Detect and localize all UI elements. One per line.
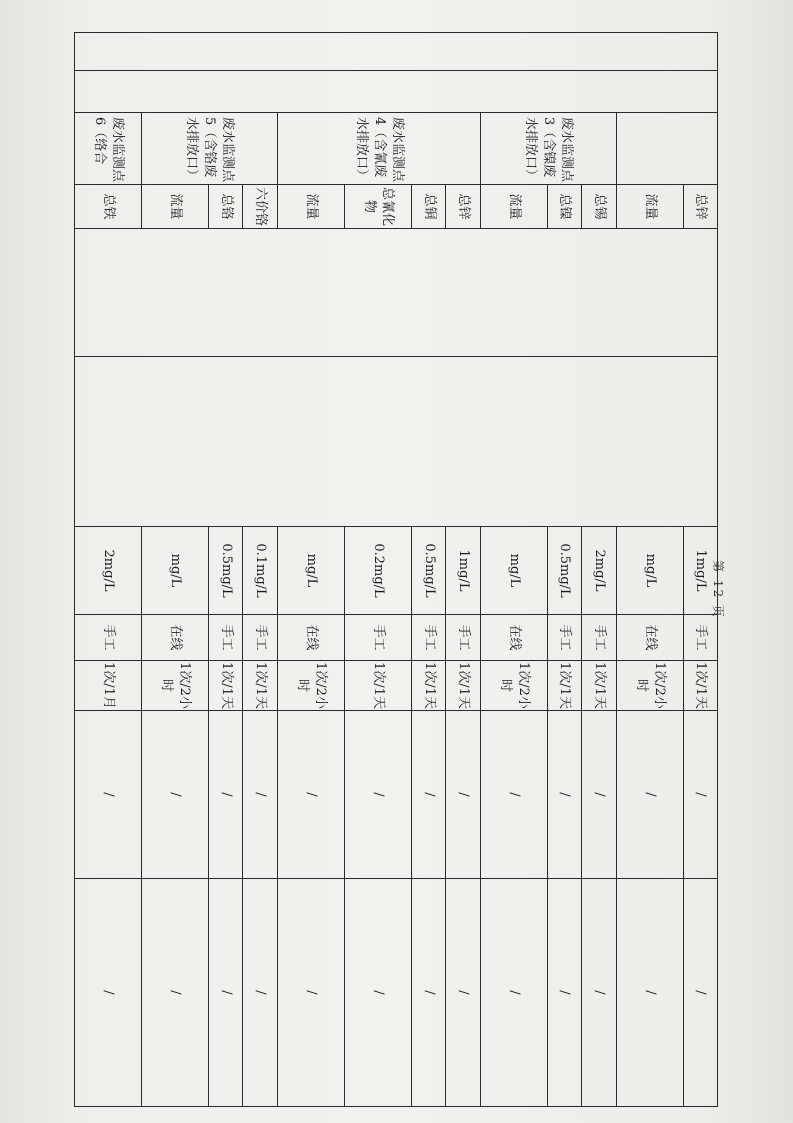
method-ref-cell: /: [243, 711, 277, 879]
frequency-cell: 1次/1天: [344, 661, 411, 711]
pollutant-cell: 总铁: [75, 185, 142, 229]
pollutant-cell: 流量: [142, 185, 209, 229]
page-number: 第 12 页: [711, 560, 725, 619]
method-ref-cell: /: [277, 711, 344, 879]
remark-cell: /: [480, 879, 547, 1107]
table-row: [344, 33, 411, 1107]
pollutant-cell: 总锡: [582, 185, 616, 229]
pollutant-cell: 总氰化物: [344, 185, 411, 229]
limit-cell: 1mg/L: [446, 527, 480, 615]
method-ref-cell: /: [209, 711, 243, 879]
pollutant-cell: 总锌: [683, 185, 717, 229]
monitoring-point-cell: 废水监测点6（络合: [75, 113, 142, 185]
remark-cell: /: [616, 879, 683, 1107]
monitoring-table-rotated: [74, 32, 718, 1106]
monitoring-point-cell: [616, 113, 717, 185]
method-cell: 在线: [142, 615, 209, 661]
method-cell: 手工: [411, 615, 445, 661]
method-ref-cell: /: [616, 711, 683, 879]
remark-cell: /: [683, 879, 717, 1107]
method-ref-cell: /: [683, 711, 717, 879]
method-ref-cell: /: [142, 711, 209, 879]
table-row: [547, 33, 581, 1107]
method-ref-cell: /: [547, 711, 581, 879]
remark-cell: /: [75, 879, 142, 1107]
limit-cell: 0.2mg/L: [344, 527, 411, 615]
limit-cell: 2mg/L: [582, 527, 616, 615]
frequency-cell: 1次/2小时: [616, 661, 683, 711]
table-row: [209, 33, 243, 1107]
table-row: [616, 33, 683, 1107]
monitoring-table: [74, 32, 718, 1107]
limit-cell: mg/L: [616, 527, 683, 615]
outer-col-a: [75, 33, 718, 71]
remark-cell: /: [446, 879, 480, 1107]
method-cell: 手工: [547, 615, 581, 661]
table-row: [411, 33, 445, 1107]
frequency-cell: 1次/1天: [547, 661, 581, 711]
table-row: [142, 33, 209, 1107]
remark-cell: /: [411, 879, 445, 1107]
pollutant-cell: 流量: [480, 185, 547, 229]
frequency-cell: 1次/1天: [411, 661, 445, 711]
limit-cell: 0.5mg/L: [411, 527, 445, 615]
method-ref-cell: /: [582, 711, 616, 879]
frequency-cell: 1次/2小时: [480, 661, 547, 711]
method-cell: 手工: [582, 615, 616, 661]
pollutant-cell: 总镍: [547, 185, 581, 229]
frequency-cell: 1次/1天: [243, 661, 277, 711]
method-cell: 手工: [243, 615, 277, 661]
frequency-cell: 1次/1天: [446, 661, 480, 711]
monitoring-point-cell: 废水监测点4（含氰废水排放口）: [277, 113, 480, 185]
method-cell: 手工: [446, 615, 480, 661]
limit-cell: mg/L: [480, 527, 547, 615]
frequency-cell: 1次/1天: [582, 661, 616, 711]
pollutant-cell: 总铬: [209, 185, 243, 229]
frequency-cell: 1次/1天: [209, 661, 243, 711]
table-row: [582, 33, 616, 1107]
frequency-cell: 1次/2小时: [142, 661, 209, 711]
monitoring-point-cell: 废水监测点3（含镍废水排放口）: [480, 113, 616, 185]
method-ref-cell: /: [344, 711, 411, 879]
table-row: [75, 33, 142, 1107]
limit-cell: 0.5mg/L: [547, 527, 581, 615]
remark-cell: /: [277, 879, 344, 1107]
remark-cell: /: [209, 879, 243, 1107]
remark-cell: /: [142, 879, 209, 1107]
limit-cell: mg/L: [142, 527, 209, 615]
method-cell: 手工: [75, 615, 142, 661]
remark-cell: /: [243, 879, 277, 1107]
table-row: [480, 33, 547, 1107]
method-cell: 手工: [683, 615, 717, 661]
pollutant-cell: 总铜: [411, 185, 445, 229]
table-row: [277, 33, 344, 1107]
limit-cell: mg/L: [277, 527, 344, 615]
limit-cell: 0.5mg/L: [209, 527, 243, 615]
remark-cell: /: [547, 879, 581, 1107]
pollutant-cell: 流量: [616, 185, 683, 229]
blank-col-a: [75, 229, 718, 357]
remark-cell: /: [582, 879, 616, 1107]
method-cell: 手工: [209, 615, 243, 661]
frequency-cell: 1次/2小时: [277, 661, 344, 711]
remark-cell: /: [344, 879, 411, 1107]
method-cell: 在线: [480, 615, 547, 661]
table-body: [75, 33, 718, 1107]
pollutant-cell: 六价铬: [243, 185, 277, 229]
frequency-cell: 1次/1天: [683, 661, 717, 711]
method-cell: 在线: [616, 615, 683, 661]
method-ref-cell: /: [75, 711, 142, 879]
frequency-cell: 1次/1月: [75, 661, 142, 711]
limit-cell: 1mg/L: [683, 527, 717, 615]
blank-col-b: [75, 357, 718, 527]
table-row: [243, 33, 277, 1107]
method-cell: 在线: [277, 615, 344, 661]
limit-cell: 0.1mg/L: [243, 527, 277, 615]
limit-cell: 2mg/L: [75, 527, 142, 615]
pollutant-cell: 总锌: [446, 185, 480, 229]
pollutant-cell: 流量: [277, 185, 344, 229]
method-cell: 手工: [344, 615, 411, 661]
method-ref-cell: /: [480, 711, 547, 879]
table-row: [446, 33, 480, 1107]
method-ref-cell: /: [446, 711, 480, 879]
outer-col-b: [75, 71, 718, 113]
method-ref-cell: /: [411, 711, 445, 879]
monitoring-point-cell: 废水监测点5（含铬废水排放口）: [142, 113, 278, 185]
